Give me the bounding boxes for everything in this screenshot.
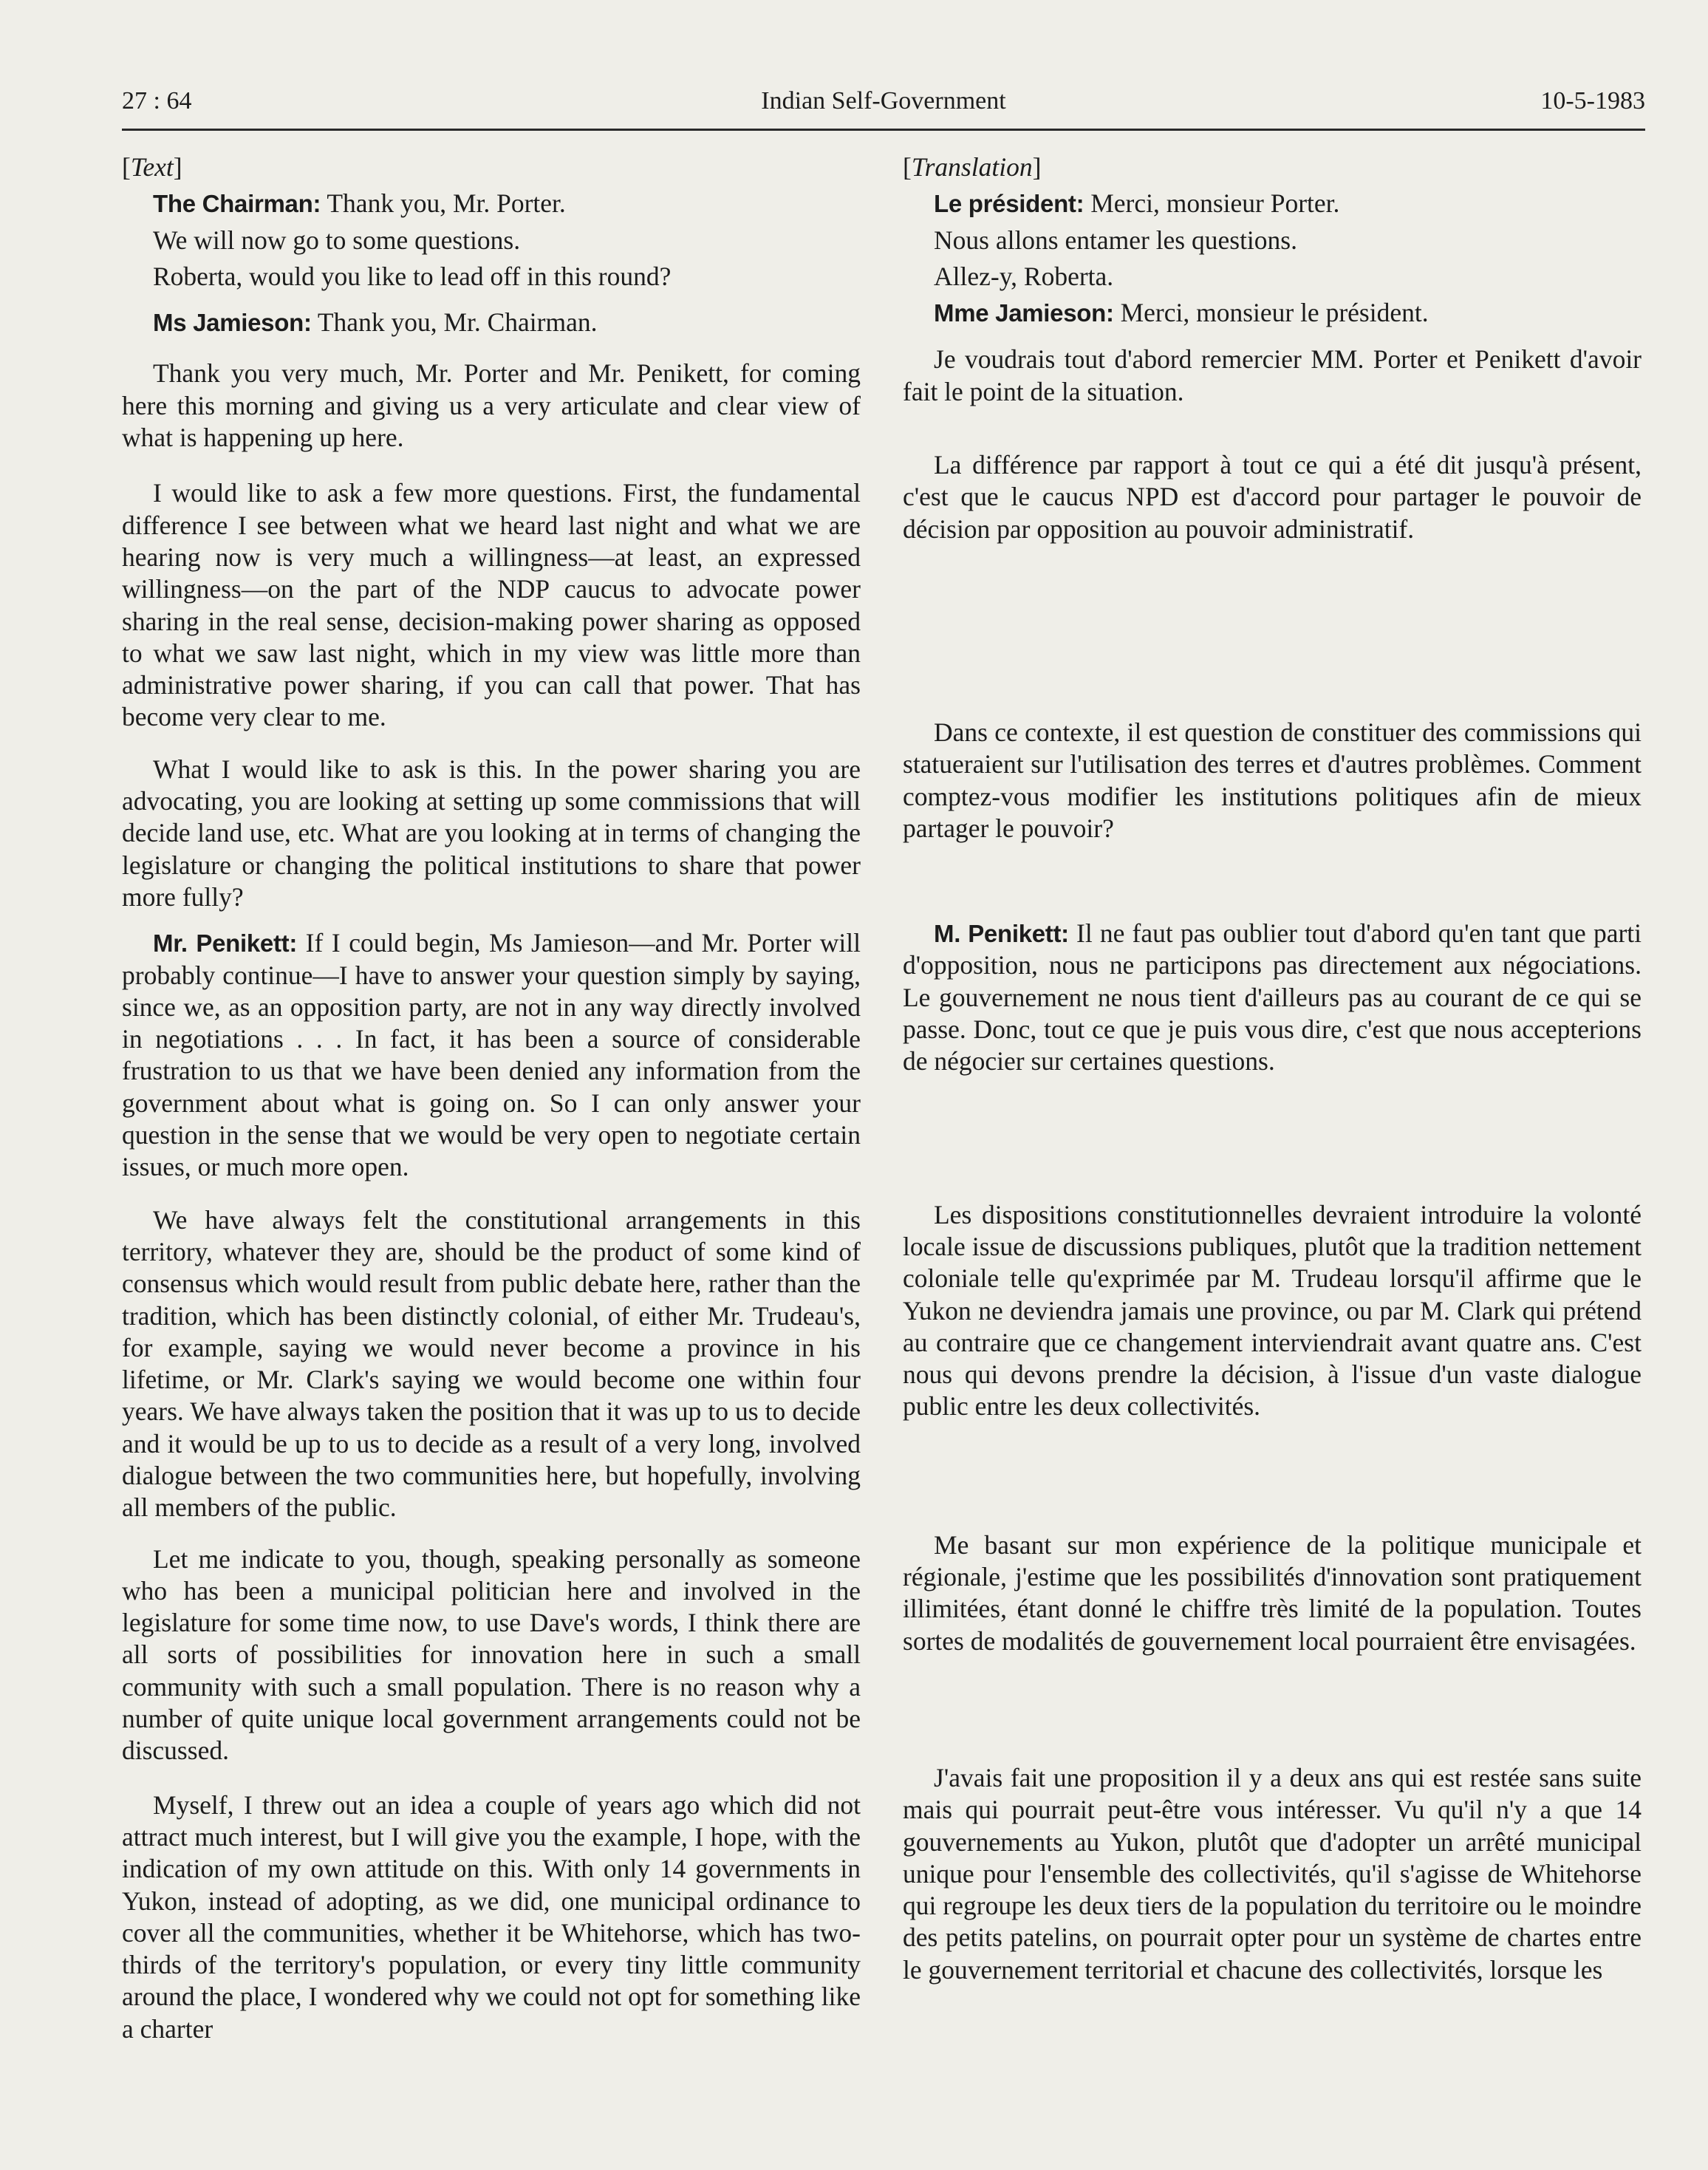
french-column [903,151,1642,2000]
paragraph: Let me indicate to you, though, speaking personally as someone who has been a municipal politician here and involved in the legislature for some time now, to use Dave's words, I think there are all sorts of possibilities for innovation here in such a small community with such a small population. There is no reason why a number of quite unique local government arrangements could not be discussed. [122,1543,861,1766]
speaker-name: The Chairman: [153,190,321,218]
paragraph: J'avais fait une proposition il y a deux ans qui est restée sans suite mais qui pourrait peut-être vous intéresser. Vu qu'il n'y a que 14 gouvernements au Yukon, plutôt que d'adopter un arrêté municipal unique pour l'ensemble des collectivités, qu'il s'agisse de Whitehorse qui regroupe les deux tiers de la population du territoire ou le moindre des petits patelins, on pourrait opter pour un système de chartes entre le gouvernement territorial et chacune des collectivités, lorsque les [903,1762,1642,1985]
paragraph: Ms Jamieson: Thank you, Mr. Chairman. [153,307,598,338]
paragraph: Nous allons entamer les questions. [934,225,1297,255]
paragraph: We will now go to some questions. [153,225,521,255]
speaker-name: Mme Jamieson: [934,299,1114,327]
paragraph: The Chairman: Thank you, Mr. Porter. [153,188,566,219]
paragraph: La différence par rapport à tout ce qui a été dit jusqu'à présent, c'est que le caucus NPD est d'accord pour partager le pouvoir de décision par opposition au pouvoir administratif. [903,450,1642,544]
page-header [122,83,1645,131]
paragraph: We have always felt the constitutional arrangements in this territory, whatever they are, should be the product of some kind of consensus which would result from public debate here, rather than the tradition, which has been distinctly colonial, of either Mr. Trudeau's, for example, saying we would never become a province in his lifetime, or Mr. Clark's saying we would become one within four years. We have always taken the position that it was up to us to decide and it would be up to us to decide as a result of a very long, involved dialogue between the two communities here, but hopefully, involving all members of the public. [122,1204,861,1523]
paragraph: Me basant sur mon expérience de la politique municipale et régionale, j'estime que les possibilités d'innovation sont pratiquement illimitées, étant donné le chiffre très limité de la population. Toutes sortes de modalités de gouvernement local pourraient être envisagées. [903,1529,1642,1656]
page-number: 27 : 64 [122,87,192,115]
speaker-name: Le président: [934,190,1084,218]
speaker-name: M. Penikett: [934,920,1069,948]
paragraph: Roberta, would you like to lead off in this round? [153,261,672,291]
speaker-name: Ms Jamieson: [153,309,312,337]
paragraph: I would like to ask a few more questions. First, the fundamental difference I see between what we heard last night and what we are hearing now is very much a willingness—at least, an expressed willingness—on the part of the NDP caucus to advocate power sharing in the real sense, decision-making power sharing as opposed to what we saw last night, which in my view was little more than administrative power sharing, if you can call that power. That has become very clear to me. [122,478,861,732]
paragraph: M. Penikett: Il ne faut pas oublier tout d'abord qu'en tant que parti d'opposition, nous ne participons pas directement aux négociations. Le gouvernement ne nous tient d'ailleurs pas au courant de ce qui se passe. Donc, tout ce que je puis vous dire, c'est que nous accepterions de négocier sur certaines questions. [903,918,1642,1077]
header-date: 10-5-1983 [1540,87,1645,115]
paragraph: Le président: Merci, monsieur Porter. [934,188,1340,219]
paragraph: Mme Jamieson: Merci, monsieur le président. [934,298,1429,328]
running-title: Indian Self-Government [761,87,1006,115]
translation-label: [Translation] [903,152,1042,182]
paragraph: Thank you very much, Mr. Porter and Mr. Penikett, for coming here this morning and giving us a very articulate and clear view of what is happening up here. [122,358,861,453]
english-column [122,151,861,2059]
paragraph: Les dispositions constitutionnelles devraient introduire la volonté locale issue de discussions publiques, plutôt que la tradition nettement coloniale telle qu'exprimée par M. Trudeau lorsqu'il affirme que le Yukon ne deviendra jamais une province, ou par M. Clark qui prétend au contraire que ce changement interviendrait avant quatre ans. C'est nous qui devons prendre la décision, à l'issue d'un vaste dialogue public entre les deux collectivités. [903,1199,1642,1422]
paragraph: What I would like to ask is this. In the power sharing you are advocating, you are looking at setting up some commissions that will decide land use, etc. What are you looking at in terms of changing the legislature or changing the political institutions to share that power more fully? [122,754,861,912]
paragraph: Dans ce contexte, il est question de constituer des commissions qui statueraient sur l'utilisation des terres et d'autres problèmes. Comment comptez-vous modifier les institutions politiques afin de mieux partager le pouvoir? [903,717,1642,843]
speaker-name: Mr. Penikett: [153,929,298,958]
paragraph: Myself, I threw out an idea a couple of years ago which did not attract much interest, but I will give you the example, I hope, with the indication of my own attitude on this. With only 14 governments in Yukon, instead of adopting, as we did, one municipal ordinance to cover all the communities, whether it be Whitehorse, which has two-thirds of the territory's population, or every tiny little community around the place, I wondered why we could not opt for something like a charter [122,1789,861,2044]
paragraph: Je voudrais tout d'abord remercier MM. Porter et Penikett d'avoir fait le point de la situation. [903,344,1642,406]
paragraph: Mr. Penikett: If I could begin, Ms Jamieson—and Mr. Porter will probably continue—I have to answer your question simply by saying, since we, as an opposition party, are not in any way directly involved in negotiations . . . In fact, it has been a source of considerable frustration to us that we have been denied any information from the government about what is going on. So I can only answer your question in the sense that we would be very open to negotiate certain issues, or much more open. [122,928,861,1182]
text-label: [Text] [122,152,182,182]
paragraph: Allez-y, Roberta. [934,261,1114,291]
